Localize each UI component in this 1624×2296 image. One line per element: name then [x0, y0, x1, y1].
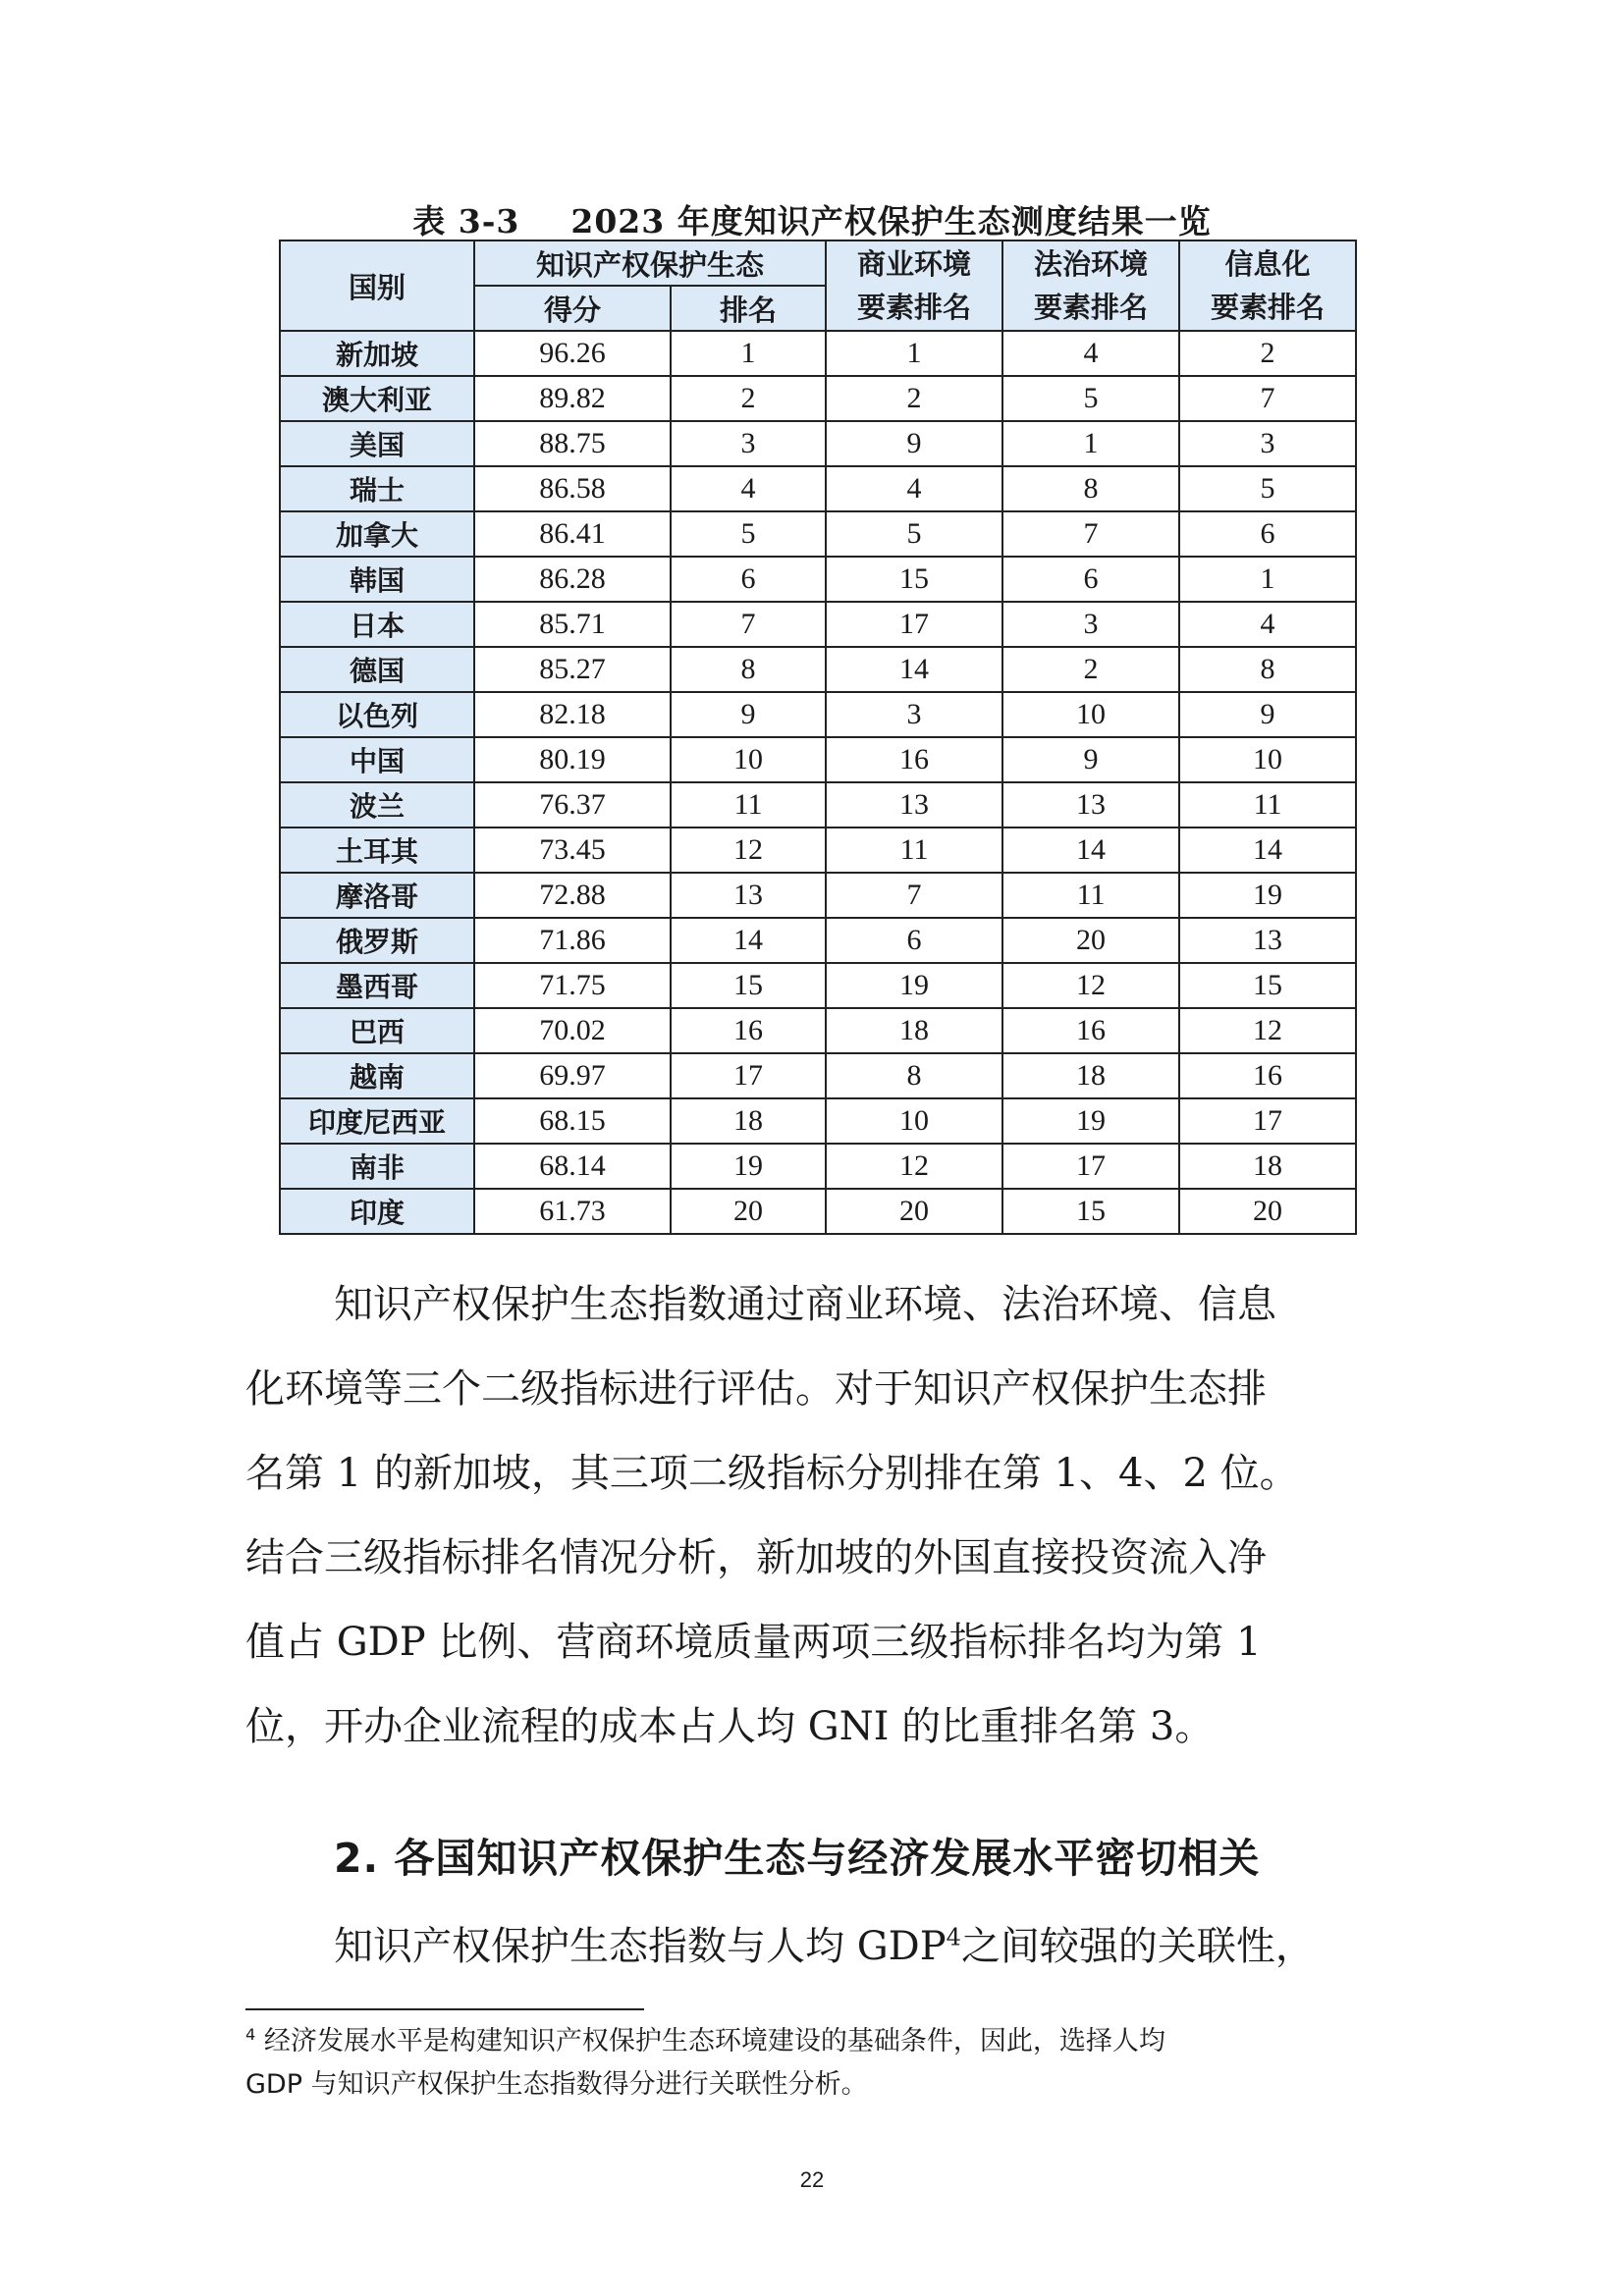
cell-rank: 17 — [671, 1053, 826, 1098]
cell-law-rank: 18 — [1002, 1053, 1179, 1098]
cell-info-rank: 14 — [1179, 828, 1356, 873]
header-rank: 排名 — [671, 286, 826, 331]
cell-rank: 11 — [671, 782, 826, 828]
cell-business-rank: 19 — [826, 963, 1002, 1008]
table-row — [280, 421, 1356, 466]
cell-business-rank: 15 — [826, 557, 1002, 602]
cell-law-rank: 11 — [1002, 873, 1179, 918]
header-info-line1: 信息化 — [1224, 247, 1311, 281]
header-law-line2: 要素排名 — [1034, 291, 1149, 324]
cell-country: 加拿大 — [280, 511, 474, 557]
cell-info-rank: 10 — [1179, 737, 1356, 782]
cell-info-rank: 1 — [1179, 557, 1356, 602]
cell-score: 71.86 — [474, 918, 671, 963]
table-row — [280, 1189, 1356, 1234]
header-law — [1002, 240, 1179, 331]
cell-score: 72.88 — [474, 873, 671, 918]
cell-business-rank: 9 — [826, 421, 1002, 466]
header-info — [1179, 240, 1356, 331]
cell-country: 中国 — [280, 737, 474, 782]
cell-business-rank: 8 — [826, 1053, 1002, 1098]
table-row — [280, 1053, 1356, 1098]
cell-rank: 2 — [671, 376, 826, 421]
cell-rank: 5 — [671, 511, 826, 557]
footnote-rule — [245, 2008, 644, 2010]
cell-rank: 6 — [671, 557, 826, 602]
cell-info-rank: 12 — [1179, 1008, 1356, 1053]
cell-law-rank: 3 — [1002, 602, 1179, 647]
cell-rank: 14 — [671, 918, 826, 963]
cell-business-rank: 16 — [826, 737, 1002, 782]
paragraph-2-after: 之间较强的关联性， — [960, 1924, 1315, 1969]
cell-info-rank: 2 — [1179, 331, 1356, 376]
cell-country: 韩国 — [280, 557, 474, 602]
table-row — [280, 737, 1356, 782]
cell-info-rank: 20 — [1179, 1189, 1356, 1234]
table-row — [280, 1008, 1356, 1053]
cell-score: 80.19 — [474, 737, 671, 782]
cell-score: 69.97 — [474, 1053, 671, 1098]
cell-rank: 19 — [671, 1144, 826, 1189]
cell-rank: 12 — [671, 828, 826, 873]
cell-country: 日本 — [280, 602, 474, 647]
table-number: 表 3-3 — [412, 202, 520, 240]
cell-info-rank: 13 — [1179, 918, 1356, 963]
cell-country: 俄罗斯 — [280, 918, 474, 963]
cell-business-rank: 10 — [826, 1098, 1002, 1144]
cell-business-rank: 17 — [826, 602, 1002, 647]
cell-business-rank: 14 — [826, 647, 1002, 692]
table-row — [280, 828, 1356, 873]
cell-law-rank: 7 — [1002, 511, 1179, 557]
footnote-line — [245, 2020, 1384, 2063]
cell-business-rank: 4 — [826, 466, 1002, 511]
paragraph-1-line: 名第 1 的新加坡，其三项二级指标分别排在第 1、4、2 位。 — [245, 1451, 1299, 1496]
cell-rank: 13 — [671, 873, 826, 918]
table-title: 2023 年度知识产权保护生态测度结果一览 — [570, 202, 1212, 240]
cell-law-rank: 6 — [1002, 557, 1179, 602]
cell-info-rank: 7 — [1179, 376, 1356, 421]
cell-info-rank: 8 — [1179, 647, 1356, 692]
cell-rank: 1 — [671, 331, 826, 376]
cell-law-rank: 1 — [1002, 421, 1179, 466]
cell-country: 墨西哥 — [280, 963, 474, 1008]
cell-business-rank: 2 — [826, 376, 1002, 421]
cell-info-rank: 16 — [1179, 1053, 1356, 1098]
cell-business-rank: 11 — [826, 828, 1002, 873]
paragraph-1-line: 结合三级指标排名情况分析，新加坡的外国直接投资流入净 — [245, 1535, 1267, 1580]
cell-law-rank: 14 — [1002, 828, 1179, 873]
cell-rank: 7 — [671, 602, 826, 647]
table-row — [280, 331, 1356, 376]
cell-info-rank: 11 — [1179, 782, 1356, 828]
cell-score: 86.41 — [474, 511, 671, 557]
cell-law-rank: 17 — [1002, 1144, 1179, 1189]
cell-score: 96.26 — [474, 331, 671, 376]
table-row — [280, 602, 1356, 647]
cell-score: 68.15 — [474, 1098, 671, 1144]
table-caption — [0, 196, 1624, 242]
paragraph-1-line: 值占 GDP 比例、营商环境质量两项三级指标排名均为第 1 — [245, 1620, 1262, 1665]
cell-country: 美国 — [280, 421, 474, 466]
table-row — [280, 918, 1356, 963]
paragraph-1-text: 知识产权保护生态指数通过商业环境、法治环境、信息 — [334, 1282, 1276, 1327]
cell-info-rank: 15 — [1179, 963, 1356, 1008]
cell-info-rank: 4 — [1179, 602, 1356, 647]
header-business — [826, 240, 1002, 331]
footnote-text-2: GDP 与知识产权保护生态指数得分进行关联性分析。 — [245, 2069, 868, 2100]
cell-business-rank: 12 — [826, 1144, 1002, 1189]
footnote — [245, 2020, 1384, 2107]
cell-rank: 8 — [671, 647, 826, 692]
footnote-mark: 4 — [245, 2025, 256, 2044]
table-row — [280, 647, 1356, 692]
cell-score: 82.18 — [474, 692, 671, 737]
header-business-line2: 要素排名 — [857, 291, 972, 324]
cell-business-rank: 5 — [826, 511, 1002, 557]
paragraph-1-line — [245, 1262, 1384, 1347]
cell-score: 70.02 — [474, 1008, 671, 1053]
cell-country: 以色列 — [280, 692, 474, 737]
cell-country: 越南 — [280, 1053, 474, 1098]
cell-score: 68.14 — [474, 1144, 671, 1189]
cell-business-rank: 18 — [826, 1008, 1002, 1053]
cell-country: 印度尼西亚 — [280, 1098, 474, 1144]
table-row — [280, 1098, 1356, 1144]
cell-law-rank: 13 — [1002, 782, 1179, 828]
cell-info-rank: 19 — [1179, 873, 1356, 918]
table-row — [280, 1144, 1356, 1189]
paragraph-1 — [245, 1262, 1384, 1769]
header-business-line1: 商业环境 — [857, 247, 972, 281]
cell-country: 巴西 — [280, 1008, 474, 1053]
cell-info-rank: 17 — [1179, 1098, 1356, 1144]
page-number: 22 — [799, 2167, 825, 2192]
cell-business-rank: 6 — [826, 918, 1002, 963]
table-row — [280, 873, 1356, 918]
table-row — [280, 511, 1356, 557]
cell-law-rank: 12 — [1002, 963, 1179, 1008]
cell-country: 印度 — [280, 1189, 474, 1234]
header-country: 国别 — [280, 240, 474, 331]
paragraph-1-line: 位，开办企业流程的成本占人均 GNI 的比重排名第 3。 — [245, 1704, 1215, 1749]
header-info-line2: 要素排名 — [1211, 291, 1326, 324]
table-row — [280, 692, 1356, 737]
header-ecology: 知识产权保护生态 — [474, 240, 826, 286]
cell-country: 土耳其 — [280, 828, 474, 873]
section-heading: 2. 各国知识产权保护生态与经济发展水平密切相关 — [334, 1835, 1261, 1882]
cell-law-rank: 4 — [1002, 331, 1179, 376]
cell-rank: 9 — [671, 692, 826, 737]
cell-score: 61.73 — [474, 1189, 671, 1234]
cell-rank: 18 — [671, 1098, 826, 1144]
cell-law-rank: 20 — [1002, 918, 1179, 963]
cell-score: 85.27 — [474, 647, 671, 692]
table-row — [280, 376, 1356, 421]
cell-country: 新加坡 — [280, 331, 474, 376]
cell-score: 73.45 — [474, 828, 671, 873]
cell-rank: 10 — [671, 737, 826, 782]
cell-rank: 20 — [671, 1189, 826, 1234]
header-score: 得分 — [474, 286, 671, 331]
paragraph-2-before: 知识产权保护生态指数与人均 GDP — [334, 1924, 947, 1969]
cell-country: 瑞士 — [280, 466, 474, 511]
cell-business-rank: 3 — [826, 692, 1002, 737]
paragraph-1-line: 化环境等三个二级指标进行评估。对于知识产权保护生态排 — [245, 1366, 1267, 1412]
cell-score: 71.75 — [474, 963, 671, 1008]
cell-info-rank: 9 — [1179, 692, 1356, 737]
cell-rank: 16 — [671, 1008, 826, 1053]
cell-law-rank: 2 — [1002, 647, 1179, 692]
paragraph-2 — [245, 1904, 1384, 1989]
cell-business-rank: 7 — [826, 873, 1002, 918]
cell-score: 86.58 — [474, 466, 671, 511]
cell-country: 德国 — [280, 647, 474, 692]
cell-law-rank: 5 — [1002, 376, 1179, 421]
cell-rank: 15 — [671, 963, 826, 1008]
cell-law-rank: 9 — [1002, 737, 1179, 782]
ip-ecology-table — [279, 240, 1357, 1235]
cell-score: 76.37 — [474, 782, 671, 828]
cell-law-rank: 8 — [1002, 466, 1179, 511]
cell-law-rank: 16 — [1002, 1008, 1179, 1053]
table-row — [280, 466, 1356, 511]
table-row — [280, 557, 1356, 602]
footnote-text-1: 经济发展水平是构建知识产权保护生态环境建设的基础条件，因此，选择人均 — [255, 2026, 1165, 2056]
cell-country: 澳大利亚 — [280, 376, 474, 421]
cell-country: 摩洛哥 — [280, 873, 474, 918]
cell-score: 89.82 — [474, 376, 671, 421]
table-body — [280, 331, 1356, 1234]
cell-info-rank: 3 — [1179, 421, 1356, 466]
cell-info-rank: 5 — [1179, 466, 1356, 511]
cell-business-rank: 13 — [826, 782, 1002, 828]
cell-info-rank: 18 — [1179, 1144, 1356, 1189]
footnote-ref[interactable]: 4 — [946, 1923, 961, 1951]
cell-info-rank: 6 — [1179, 511, 1356, 557]
cell-country: 波兰 — [280, 782, 474, 828]
cell-law-rank: 15 — [1002, 1189, 1179, 1234]
cell-rank: 3 — [671, 421, 826, 466]
table-row — [280, 782, 1356, 828]
cell-business-rank: 1 — [826, 331, 1002, 376]
cell-score: 88.75 — [474, 421, 671, 466]
cell-law-rank: 19 — [1002, 1098, 1179, 1144]
cell-law-rank: 10 — [1002, 692, 1179, 737]
cell-business-rank: 20 — [826, 1189, 1002, 1234]
cell-score: 85.71 — [474, 602, 671, 647]
cell-country: 南非 — [280, 1144, 474, 1189]
cell-rank: 4 — [671, 466, 826, 511]
header-law-line1: 法治环境 — [1034, 247, 1149, 281]
table-row — [280, 963, 1356, 1008]
cell-score: 86.28 — [474, 557, 671, 602]
